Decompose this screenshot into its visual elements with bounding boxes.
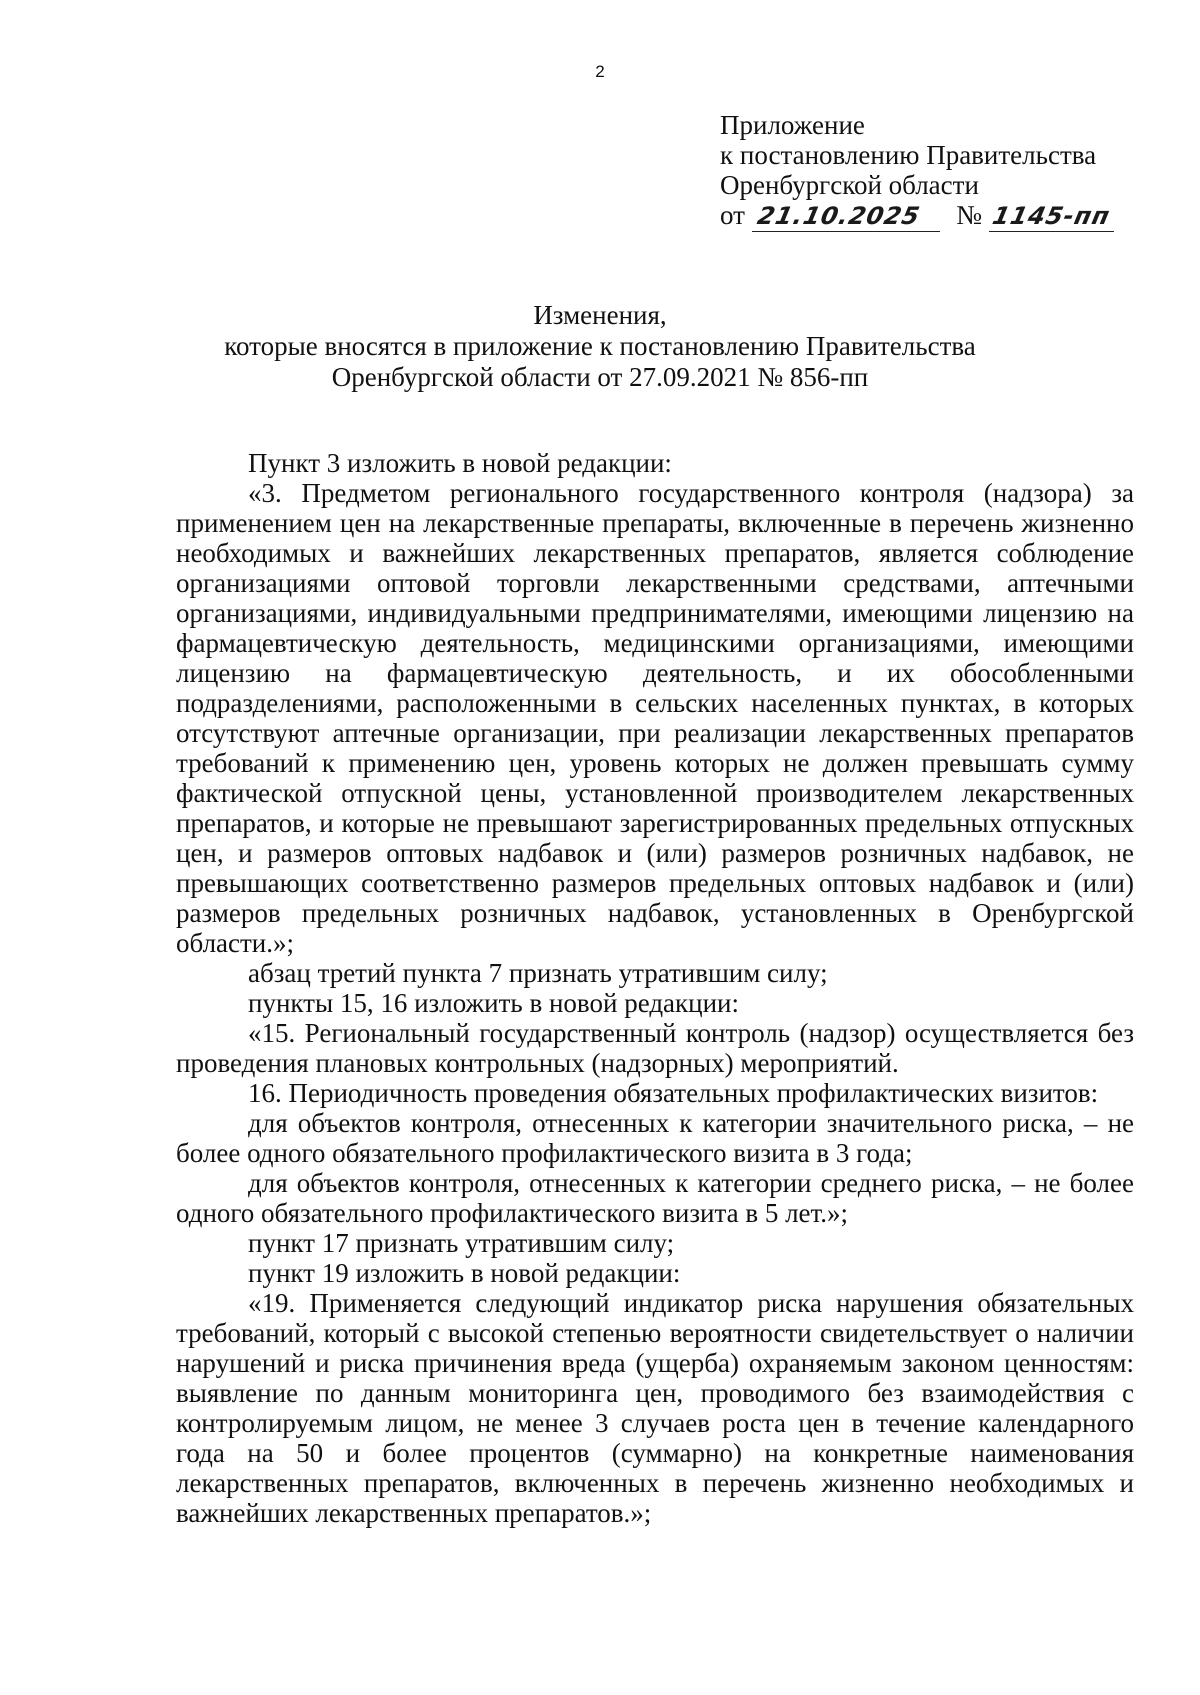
body-paragraph-2: «3. Предметом регионального государственного контроля (надзора) за применением цен на лекарственные препараты, включенные в перечень жизненно необходимых и важнейших лекарственных препаратов, является соблюдение организациями оптовой торговли лекарственными средствами, аптечными организациями, индивидуальными предпринимателями, имеющими лицензию на фармацевтическую деятельность, медицинскими организациями, имеющими лицензию на фармацевтическую деятельность, и их обособленными подразделениями, расположенными в сельских населенных пунктах, в которых отсутствуют аптечные организации, при реализации лекарственных препаратов требований к применению цен, уровень которых не должен превышать сумму фактической отпускной цены, установленной производителем лекарственных препаратов, и которые не превышают зарегистрированных предельных отпускных цен, и размеров оптовых надбавок и (или) размеров розничных надбавок, не превышающих соответственно размеров предельных оптовых надбавок и (или) размеров предельных розничных надбавок, установленных в Оренбургской области.»; [176, 478, 1134, 958]
page-number: 2 [595, 62, 605, 81]
handwritten-number: 1145-пп [989, 202, 1113, 230]
body-paragraph-10: пункт 19 изложить в новой редакции: [248, 1258, 681, 1288]
body-paragraph-8: для объектов контроля, отнесенных к категории среднего риска, – не более одного обязательного профилактического визита в 5 лет.»; [176, 1168, 1134, 1228]
appendix-line-1: Приложение [720, 110, 865, 140]
body-paragraph-5: «15. Региональный государственный контроль (надзор) осуществляется без проведения плановых контрольных (надзорных) мероприятий. [176, 1018, 1134, 1078]
body-paragraph-7: для объектов контроля, отнесенных к категории значительного риска, – не более одного обязательного профилактического визита в 3 года; [176, 1108, 1134, 1168]
title-line-1: Изменения, [533, 300, 667, 330]
appendix-line-2: к постановлению Правительства [720, 140, 1097, 170]
appendix-line-3: Оренбургской области [720, 170, 979, 200]
date-prefix: от [720, 200, 745, 230]
body-paragraph-4: пункты 15, 16 изложить в новой редакции: [248, 988, 740, 1018]
appendix-block [720, 110, 1114, 232]
appendix-date-number-line [720, 200, 1114, 232]
number-prefix: № [956, 200, 983, 230]
title-line-3: Оренбургской области от 27.09.2021 № 856-пп [331, 362, 869, 392]
document-title [0, 300, 1200, 393]
body-paragraph-6: 16. Периодичность проведения обязательных профилактических визитов: [248, 1078, 1099, 1108]
body-paragraph-9: пункт 17 признать утратившим силу; [248, 1228, 675, 1258]
document-body [176, 448, 1134, 1528]
body-paragraph-11: «19. Применяется следующий индикатор риска нарушения обязательных требований, который с высокой степенью вероятности свидетельствует о наличии нарушений и риска причинения вреда (ущерба) охраняемым законом ценностям: выявление по данным мониторинга цен, проводимого без взаимодействия с контролируемым лицом, не менее 3 случаев роста цен в течение календарного года на 50 и более процентов (суммарно) на конкретные наименования лекарственных препаратов, включенных в перечень жизненно необходимых и важнейших лекарственных препаратов.»; [176, 1288, 1134, 1528]
body-paragraph-3: абзац третий пункта 7 признать утратившим силу; [248, 958, 828, 988]
body-paragraph-1: Пункт 3 изложить в новой редакции: [248, 448, 672, 478]
handwritten-date: 21.10.2025 [752, 200, 940, 232]
title-line-2: которые вносятся в приложение к постановлению Правительства [224, 331, 976, 361]
